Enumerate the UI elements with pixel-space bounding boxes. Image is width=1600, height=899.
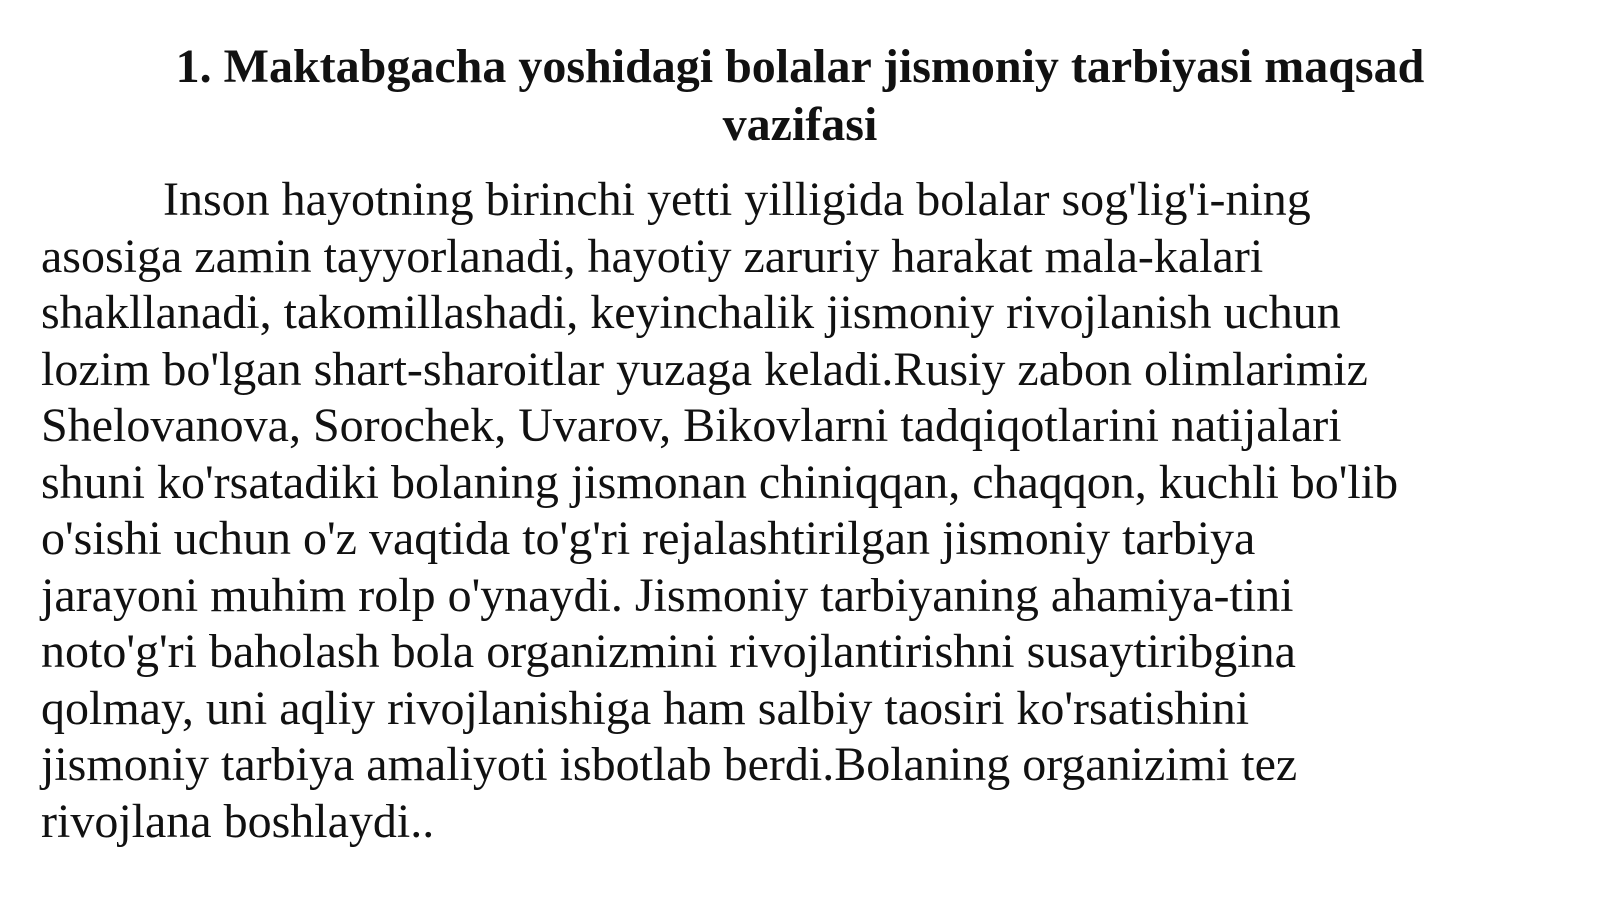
body-line: Shelovanova, Sorochek, Uvarov, Bikovlarni tadqiqotlarini natijalari [41,399,1342,452]
body-line: noto'g'ri baholash bola organizmini rivojlantirishni susaytiribgina [41,625,1296,678]
body-line: jismoniy tarbiya amaliyoti isbotlab berdi.Bolaning organizimi tez [41,738,1298,791]
body-line: o'sishi uchun o'z vaqtida to'g'ri rejalashtirilgan jismoniy tarbiya [41,512,1256,565]
body-line: rivojlana boshlaydi.. [41,794,435,848]
slide-title-line-2: vazifasi [722,98,878,151]
body-line: asosiga zamin tayyorlanadi, hayotiy zaruriy harakat mala-kalari [41,229,1264,283]
body-line: Inson hayotning birinchi yetti yilligida bolalar sog'lig'i-ning [163,173,1311,226]
slide-title [60,38,1540,154]
slide-title-line-1: 1. Maktabgacha yoshidagi bolalar jismoniy tarbiyasi maqsad [175,40,1425,93]
body-line: shakllanadi, takomillashadi, keyinchalik jismoniy rivojlanish uchun [41,286,1341,339]
body-line: lozim bo'lgan shart-sharoitlar yuzaga keladi.Rusiy zabon olimlarimiz [41,342,1368,396]
body-line: jarayoni muhim rolp o'ynaydi. Jismoniy tarbiyaning ahamiya-tini [41,568,1294,622]
body-line: qolmay, uni aqliy rivojlanishiga ham salbiy taosiri ko'rsatishini [41,681,1250,735]
body-line: shuni ko'rsatadiki bolaning jismonan chiniqqan, chaqqon, kuchli bo'lib [41,455,1399,509]
body-text [41,172,1586,850]
